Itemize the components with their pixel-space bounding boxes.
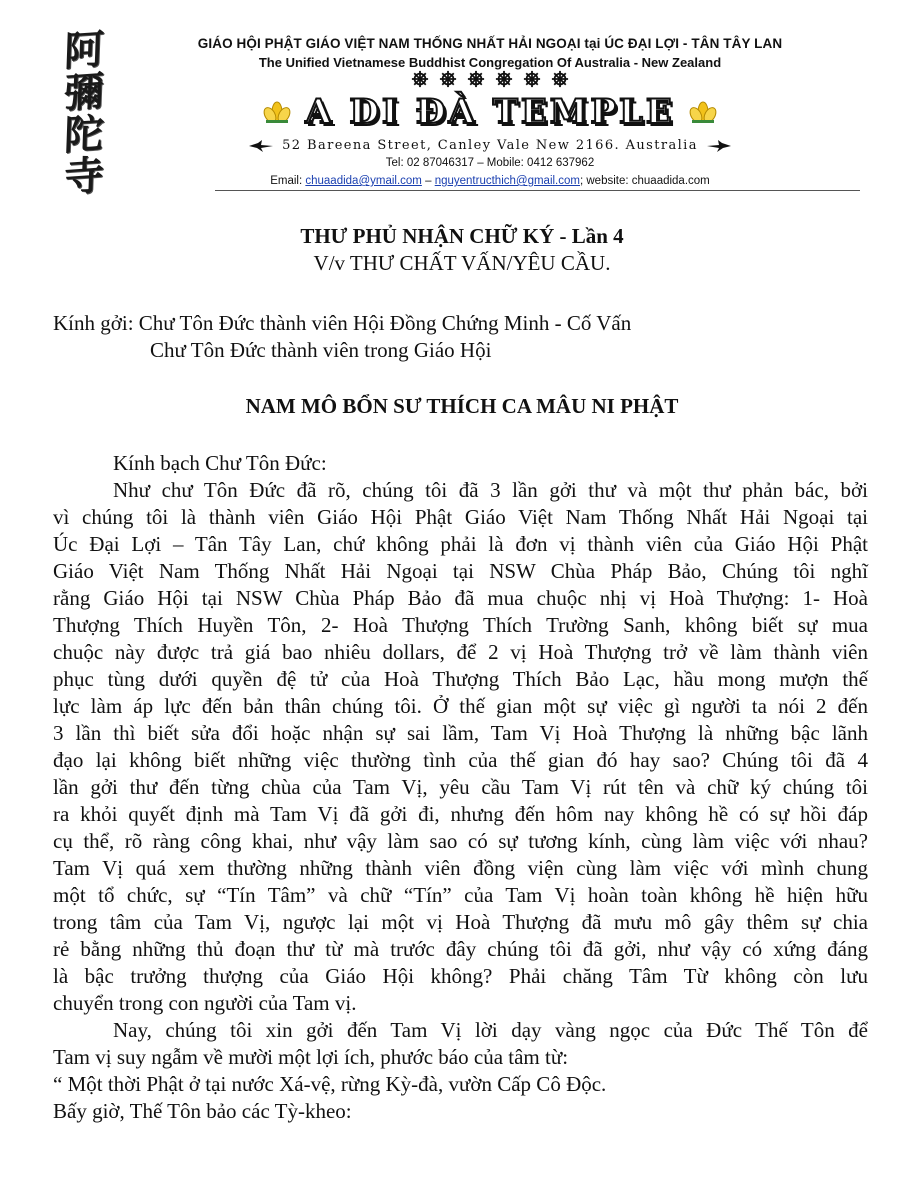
body-line: là bậc trưởng thượng của Giáo Hội không? Phải chăng Tâm Từ không còn lưu [53,964,868,988]
dharma-wheel-icon [495,70,513,88]
calligraphy-char: 阿 [63,25,105,76]
document-subtitle: V/v THƯ CHẤT VẤN/YÊU CẦU. [313,251,611,275]
lotus-icon [263,100,291,124]
body-line: phục tùng dưới quyền đệ tử của Hoà Thượng Thích Bảo Lạc, hầu mong mượn thế [53,667,868,691]
letterhead-divider [215,190,860,191]
calligraphy-char: 陀 [63,109,105,160]
body-line: 3 lần thì biết sửa đổi hoặc nhận sự sai lầm, Tam Vị Hoà Thượng là những bậc lãnh [53,721,868,745]
dharma-wheel-icon [467,70,485,88]
body-line: chuộc này được trả giá bao nhiêu dollars, để 2 vị Hoà Thượng trở về làm thành viên [53,640,868,664]
calligraphy-logo [60,25,108,202]
recipient-line-1: Kính gởi: Chư Tôn Đức thành viên Hội Đồng Chứng Minh - Cố Vấn [53,311,632,335]
letter-body [53,450,868,1125]
org-name-english: The Unified Vietnamese Buddhist Congregation Of Australia - New Zealand [258,55,722,70]
calligraphy-char: 寺 [63,151,105,202]
body-line: đạo lại không biết những việc thường tình của thế gian đó hay sao? Chúng tôi đã 4 [53,748,868,772]
temple-name: A DI ĐÀ TEMPLE [305,92,675,132]
body-line: Như chư Tôn Đức đã rõ, chúng tôi đã 3 lần gởi thư và một thư phản bác, bởi [113,478,868,502]
body-line: Giáo Việt Nam Thống Nhất Hải Ngoại tại NSW Chùa Pháp Bảo, Chúng tôi nghĩ [53,559,868,583]
dharma-wheel-icon [551,70,569,88]
temple-name-row [110,92,870,132]
body-line: Úc Đại Lợi – Tân Tây Lan, chứ không phải là đơn vị thành viên của Giáo Hội Phật [53,532,868,556]
body-line: trong tâm của Tam Vị, ngược lại một vị Hoà Thượng đã mưu mô gây thêm sự chia [53,910,868,934]
dharma-wheel-row [110,70,870,88]
dharma-wheel-icon [411,70,429,88]
body-line: Bấy giờ, Thế Tôn bảo các Tỳ-kheo: [53,1099,352,1123]
email-separator: – [425,175,432,187]
email-link-2[interactable]: nguyentructhich@gmail.com [434,175,580,187]
invocation-heading: NAM MÔ BỔN SƯ THÍCH CA MÂU NI PHẬT [245,394,679,418]
body-line: Nay, chúng tôi xin gởi đến Tam Vị lời dạy vàng ngọc của Đức Thế Tôn để [113,1018,868,1042]
email-link-1[interactable]: chuaadida@ymail.com [305,175,422,187]
body-line: chuyển trong con người của Tam vị. [53,991,357,1015]
body-line: “ Một thời Phật ở tại nước Xá-vệ, rừng Kỳ-đà, vườn Cấp Cô Độc. [53,1072,607,1096]
body-line: Thượng Thích Huyền Tôn, 2- Hoà Thượng Thích Trường Sanh, không biết sự mua [53,613,868,637]
address-row [110,138,870,153]
body-line: rẻ bằng những thủ đoạn thư từ mà trước đây chúng tôi đã gởi, như vậy có xứng đáng [53,937,868,961]
bird-icon [706,139,732,153]
body-line: cụ thể, rõ ràng công khai, như vậy làm sao có sự tương kính, cùng làm việc với nhau? [53,829,868,853]
body-line: vì chúng tôi là thành viên Giáo Hội Phật Giáo Việt Nam Thống Nhất Hải Ngoại tại [53,505,868,529]
body-line: Tam Vị quá xem thường những thành viên đồng viện cùng làm việc với mình chung [53,856,868,880]
lotus-icon [689,100,717,124]
contact-line [110,175,870,187]
body-line: lực làm áp lực đến bản thân chúng tôi. Ở thế gian một sự việc gì người ta nói 2 đến [53,694,868,718]
body-line: ra khỏi quyết định mà Tam Vị đã gởi đi, nhưng đến hôm nay không hề có sự hồi đáp [53,802,868,826]
dharma-wheel-icon [439,70,457,88]
org-name-vietnamese: GIÁO HỘI PHẬT GIÁO VIỆT NAM THỐNG NHẤT HẢI NGOẠI tại ÚC ĐẠI LỢI - TÂN TÂY LAN [197,36,783,51]
email-label: Email: [270,175,303,187]
dharma-wheel-icon [523,70,541,88]
recipient-line-2: Chư Tôn Đức thành viên trong Giáo Hội [150,338,492,362]
website-text: ; website: chuaadida.com [579,175,710,187]
body-line: lần gởi thư đến từng chùa của Tam Vị, yêu cầu Tam Vị rút tên và chữ ký chúng tôi [53,775,868,799]
body-line: Tam vị suy ngẫm về mười một lợi ích, phước báo của tâm từ: [53,1045,569,1069]
document-title: THƯ PHỦ NHẬN CHỮ KÝ - Lần 4 [300,224,624,248]
body-line: Kính bạch Chư Tôn Đức: [113,451,327,475]
phone-line: Tel: 02 87046317 – Mobile: 0412 637962 [385,157,595,169]
body-line: rằng Giáo Hội tại NSW Chùa Pháp Bảo đã mua chuộc nhị vị Hoà Thượng: 1- Hoà [53,586,868,610]
body-line: một tổ chức, sự “Tín Tâm” và chữ “Tín” của Tam Vị hoàn toàn không hề hiện hữu [53,883,868,907]
calligraphy-char: 彌 [63,67,105,118]
temple-address: 52 Bareena Street, Canley Vale New 2166. Australia [282,138,698,153]
bird-icon [248,139,274,153]
letterhead [0,0,924,200]
